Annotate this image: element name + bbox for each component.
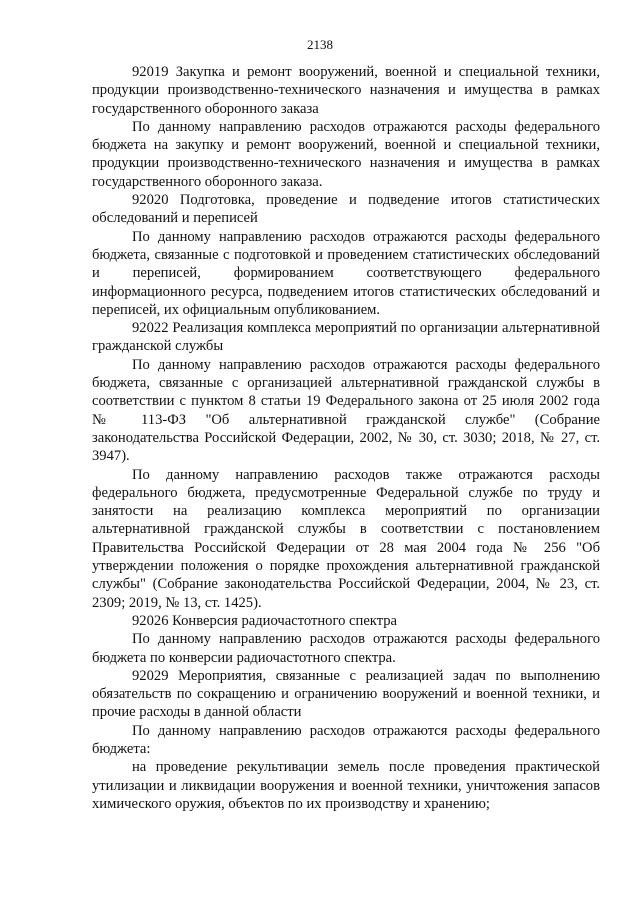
section-heading-92029: 92029 Мероприятия, связанные с реализацией задач по выполнению обязательств по сокращению и ограничению вооружений и военной техники, и прочие расходы в данной области: [92, 667, 600, 721]
paragraph: По данному направлению расходов отражаются расходы федерального бюджета, связанные с организацией альтернативной гражданской службы в соответствии с пунктом 8 статьи 19 Федерального закона от 25 июля 2002 года № 113-ФЗ "Об альтернативной гражданской службе" (Собрание законодательства Российской Федерации, 2002, № 30, ст. 3030; 2018, № 27, ст. 3947).: [92, 356, 600, 465]
paragraph: По данному направлению расходов также отражаются расходы федерального бюджета, предусмотренные Федеральной службе по труду и занятости на реализацию комплекса мероприятий по организации альтернативной гражданской службы в соответствии с постановлением Правительства Российской Федерации от 28 мая 2004 года № 256 "Об утверждении положения о порядке прохождения альтернативной гражданской службы" (Собрание законодательства Российской Федерации, 2004, № 23, ст. 2309; 2019, № 13, ст. 1425).: [92, 466, 600, 611]
section-heading-92020: 92020 Подготовка, проведение и подведение итогов статистических обследований и переписей: [92, 192, 600, 227]
section-heading-92019: 92019 Закупка и ремонт вооружений, военной и специальной техники, продукции производственно-технического назначения и имущества в рамках государственного оборонного заказа: [92, 64, 600, 117]
paragraph: По данному направлению расходов отражаются расходы федерального бюджета:: [92, 722, 600, 757]
paragraph: По данному направлению расходов отражаются расходы федерального бюджета по конверсии радиочастотного спектра.: [92, 631, 600, 666]
paragraph: на проведение рекультивации земель после проведения практической утилизации и ликвидации вооружения и военной техники, уничтожения запасов химического оружия, объектов по их производству и хранению;: [92, 759, 600, 812]
paragraph: По данному направлению расходов отражаются расходы федерального бюджета на закупку и ремонт вооружений, военной и специальной техники, продукции производственно-технического назначения и имущества в рамках государственного оборонного заказа.: [92, 118, 600, 190]
section-heading-92022: 92022 Реализация комплекса мероприятий по организации альтернативной гражданской службы: [92, 320, 600, 355]
section-heading-92026: 92026 Конверсия радиочастотного спектра: [132, 612, 398, 629]
paragraph: По данному направлению расходов отражаются расходы федерального бюджета, связанные с подготовкой и проведением статистических обследований и переписей, формированием соответствующего федерального информационного ресурса, подведением итогов статистических обследований и переписей, их официальным опубликованием.: [92, 228, 600, 318]
document-body: [92, 63, 600, 813]
page-number: 2138: [307, 37, 333, 52]
